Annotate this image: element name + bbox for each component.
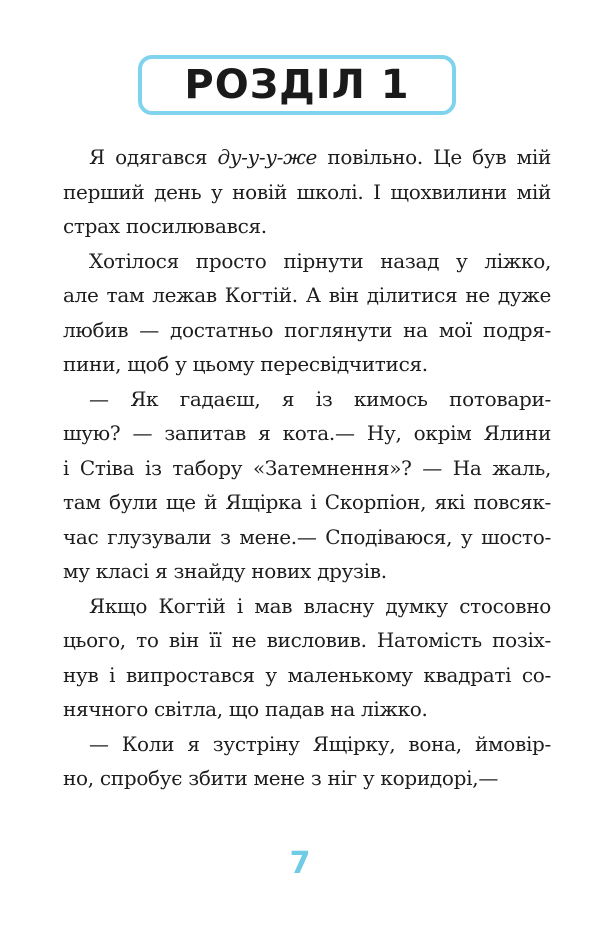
text-line [63,347,551,382]
page-number: 7 [289,846,311,881]
text-line [63,554,551,589]
text-line [63,485,551,520]
text-run: страх посилювався. [63,214,267,238]
text-line [63,761,551,796]
text-line [63,727,551,762]
text-run: повільно. Це був мій [317,145,551,169]
text-run: любив — достатньо поглянути на мої подря- [63,317,551,342]
paragraph [63,727,551,796]
text-line [63,175,551,210]
text-line [63,209,551,244]
text-run: Хотілося просто пірнути назад у ліжко, [89,248,551,273]
text-line [63,589,551,624]
text-run: там були ще й Ящірка і Скорпіон, які повсяк- [63,490,551,514]
text-run: му класі я знайду нових друзів. [63,559,387,583]
text-line [63,451,551,486]
paragraph [63,589,551,727]
paragraph [63,244,551,382]
text-line [63,140,551,175]
chapter-heading-frame [138,55,456,115]
text-line [63,416,551,451]
text-run: час глузували з мене.— Сподіваюся, у шосто- [63,524,551,549]
text-line [63,244,551,279]
paragraph [63,140,551,244]
text-run: цього, то він її не висловив. Натомість позіх- [63,628,551,652]
text-run: пини, щоб у цьому пересвідчитися. [63,352,428,376]
text-run: — Як гадаєш, я із кимось потовари- [89,386,551,411]
text-run: нячного світла, що падав на ліжко. [63,697,428,721]
text-run: нув і випростався у маленькому квадраті со- [63,662,551,687]
text-line [63,623,551,658]
text-run: Я одягався [89,145,218,169]
text-run: шую? — запитав я кота.— Ну, окрім Ялини [63,421,551,445]
text-line [63,520,551,555]
text-run: перший день у новій школі. І щохвилини мій [63,179,551,204]
body-text [63,140,551,796]
text-line [63,313,551,348]
text-line [63,692,551,727]
paragraph [63,382,551,589]
text-line [63,658,551,693]
chapter-title: РОЗДІЛ 1 [184,62,410,108]
text-line [63,278,551,313]
text-run: но, спробує збити мене з ніг у коридорі,— [63,766,499,790]
text-run: Якщо Когтій і мав власну думку стосовно [89,593,551,618]
text-run: — Коли я зустріну Ящірку, вона, ймовір- [89,731,551,756]
text-run: але там лежав Когтій. А він ділитися не дуже [63,283,551,307]
italic-text: ду-у-у-же [217,145,318,169]
text-run: і Стіва із табору «Затемнення»? — На жаль, [63,455,551,480]
text-line [63,382,551,417]
